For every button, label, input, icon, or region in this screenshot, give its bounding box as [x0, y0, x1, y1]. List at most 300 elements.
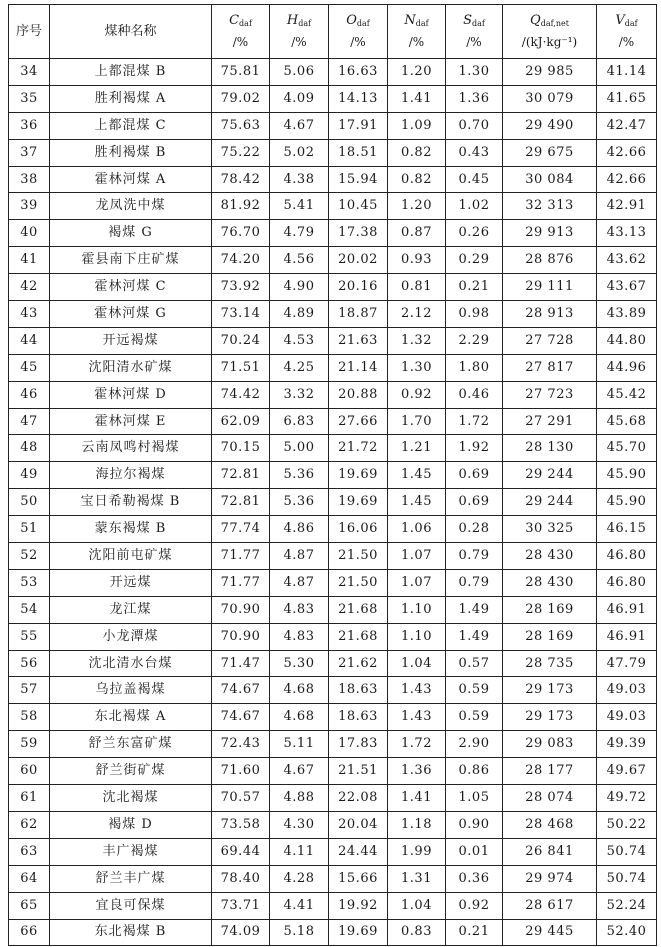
c-daf-cell: 75.63	[212, 112, 270, 139]
o-daf-cell: 21.50	[329, 569, 388, 596]
n-daf-cell: 1.04	[388, 650, 446, 677]
table-row	[9, 381, 657, 408]
o-daf-cell: 19.69	[329, 489, 388, 516]
header-symbol: O	[346, 13, 357, 28]
n-daf-cell: 1.41	[388, 85, 446, 112]
v-daf-cell: 41.14	[597, 59, 657, 86]
h-daf-cell: 4.90	[270, 274, 329, 301]
table-row	[9, 650, 657, 677]
h-daf-cell: 4.67	[270, 758, 329, 785]
c-daf-cell: 70.24	[212, 327, 270, 354]
coal-name-cell: 舒兰街矿煤	[50, 758, 212, 785]
coal-name-cell: 丰广褐煤	[50, 838, 212, 865]
v-daf-cell: 49.03	[597, 677, 657, 704]
n-daf-cell: 0.82	[388, 166, 446, 193]
o-daf-cell: 18.63	[329, 704, 388, 731]
s-daf-cell: 2.90	[446, 731, 503, 758]
coal-name-cell: 开远煤	[50, 569, 212, 596]
n-daf-cell: 0.82	[388, 139, 446, 166]
v-daf-cell: 42.91	[597, 193, 657, 220]
h-daf-cell: 4.89	[270, 301, 329, 328]
s-daf-cell: 0.79	[446, 569, 503, 596]
n-daf-cell: 1.30	[388, 354, 446, 381]
seq-cell: 52	[9, 543, 50, 570]
h-daf-cell: 4.87	[270, 569, 329, 596]
s-daf-cell: 0.26	[446, 220, 503, 247]
q-daf-net-cell: 29 173	[503, 704, 597, 731]
s-daf-cell: 0.69	[446, 462, 503, 489]
s-daf-cell: 0.59	[446, 677, 503, 704]
seq-cell: 59	[9, 731, 50, 758]
v-daf-cell: 46.91	[597, 623, 657, 650]
n-daf-cell: 1.43	[388, 677, 446, 704]
c-daf-cell: 69.44	[212, 838, 270, 865]
table-row	[9, 435, 657, 462]
seq-cell: 47	[9, 408, 50, 435]
n-daf-cell: 1.07	[388, 569, 446, 596]
v-daf-cell: 42.66	[597, 166, 657, 193]
h-daf-cell: 5.30	[270, 650, 329, 677]
c-daf-cell: 70.57	[212, 785, 270, 812]
o-daf-cell: 21.68	[329, 623, 388, 650]
v-daf-cell: 42.66	[597, 139, 657, 166]
q-daf-net-cell: 29 244	[503, 489, 597, 516]
n-daf-cell: 1.70	[388, 408, 446, 435]
s-daf-cell: 0.21	[446, 919, 503, 946]
n-daf-cell: 0.93	[388, 247, 446, 274]
header-subscript: daf,net	[540, 19, 569, 28]
seq-cell: 43	[9, 301, 50, 328]
v-daf-cell: 42.47	[597, 112, 657, 139]
v-daf-cell: 52.24	[597, 892, 657, 919]
c-daf-cell: 72.81	[212, 489, 270, 516]
q-daf-net-cell: 28 177	[503, 758, 597, 785]
header-c-daf	[212, 5, 270, 59]
s-daf-cell: 1.49	[446, 596, 503, 623]
s-daf-cell: 0.46	[446, 381, 503, 408]
table-row	[9, 489, 657, 516]
s-daf-cell: 2.29	[446, 327, 503, 354]
o-daf-cell: 16.06	[329, 516, 388, 543]
seq-cell: 58	[9, 704, 50, 731]
coal-name-cell: 沈阳清水矿煤	[50, 354, 212, 381]
table-row	[9, 247, 657, 274]
o-daf-cell: 16.63	[329, 59, 388, 86]
header-unit: /%	[408, 35, 425, 49]
coal-name-cell: 龙江煤	[50, 596, 212, 623]
v-daf-cell: 43.62	[597, 247, 657, 274]
v-daf-cell: 50.74	[597, 865, 657, 892]
table-row	[9, 677, 657, 704]
header-unit: /%	[466, 35, 482, 49]
seq-cell: 55	[9, 623, 50, 650]
v-daf-cell: 43.89	[597, 301, 657, 328]
seq-cell: 56	[9, 650, 50, 677]
c-daf-cell: 71.60	[212, 758, 270, 785]
seq-cell: 44	[9, 327, 50, 354]
n-daf-cell: 1.06	[388, 516, 446, 543]
q-daf-net-cell: 28 169	[503, 623, 597, 650]
q-daf-net-cell: 28 876	[503, 247, 597, 274]
q-daf-net-cell: 28 430	[503, 569, 597, 596]
table-row	[9, 543, 657, 570]
h-daf-cell: 4.88	[270, 785, 329, 812]
q-daf-net-cell: 30 084	[503, 166, 597, 193]
table-row	[9, 865, 657, 892]
table-row	[9, 731, 657, 758]
seq-cell: 64	[9, 865, 50, 892]
header-unit: /%	[232, 35, 249, 49]
header-subscript: daf	[472, 19, 485, 28]
o-daf-cell: 15.94	[329, 166, 388, 193]
header-subscript: daf	[298, 19, 312, 28]
c-daf-cell: 74.67	[212, 704, 270, 731]
v-daf-cell: 45.42	[597, 381, 657, 408]
n-daf-cell: 1.18	[388, 811, 446, 838]
s-daf-cell: 1.80	[446, 354, 503, 381]
o-daf-cell: 27.66	[329, 408, 388, 435]
q-daf-net-cell: 29 974	[503, 865, 597, 892]
coal-name-cell: 沈北清水台煤	[50, 650, 212, 677]
coal-name-cell: 宝日希勒褐煤 B	[50, 489, 212, 516]
header-symbol: Q	[530, 13, 541, 28]
coal-name-cell: 舒兰丰广煤	[50, 865, 212, 892]
v-daf-cell: 46.91	[597, 596, 657, 623]
q-daf-net-cell: 30 079	[503, 85, 597, 112]
c-daf-cell: 77.74	[212, 516, 270, 543]
seq-cell: 38	[9, 166, 50, 193]
n-daf-cell: 1.20	[388, 59, 446, 86]
n-daf-cell: 1.10	[388, 623, 446, 650]
seq-cell: 65	[9, 892, 50, 919]
s-daf-cell: 1.30	[446, 59, 503, 86]
h-daf-cell: 5.00	[270, 435, 329, 462]
v-daf-cell: 46.15	[597, 516, 657, 543]
n-daf-cell: 1.43	[388, 704, 446, 731]
table-header	[9, 5, 657, 59]
o-daf-cell: 17.38	[329, 220, 388, 247]
coal-name-cell: 海拉尔褐煤	[50, 462, 212, 489]
s-daf-cell: 0.29	[446, 247, 503, 274]
n-daf-cell: 1.36	[388, 758, 446, 785]
q-daf-net-cell: 28 913	[503, 301, 597, 328]
table-row	[9, 274, 657, 301]
seq-cell: 63	[9, 838, 50, 865]
o-daf-cell: 20.04	[329, 811, 388, 838]
v-daf-cell: 49.67	[597, 758, 657, 785]
v-daf-cell: 50.22	[597, 811, 657, 838]
v-daf-cell: 43.67	[597, 274, 657, 301]
n-daf-cell: 0.87	[388, 220, 446, 247]
h-daf-cell: 4.67	[270, 112, 329, 139]
header-subscript: daf	[624, 19, 638, 28]
h-daf-cell: 4.68	[270, 677, 329, 704]
q-daf-net-cell: 27 723	[503, 381, 597, 408]
v-daf-cell: 41.65	[597, 85, 657, 112]
n-daf-cell: 1.07	[388, 543, 446, 570]
n-daf-cell: 0.83	[388, 919, 446, 946]
seq-cell: 34	[9, 59, 50, 86]
o-daf-cell: 19.69	[329, 919, 388, 946]
n-daf-cell: 1.45	[388, 462, 446, 489]
c-daf-cell: 73.14	[212, 301, 270, 328]
table-row	[9, 85, 657, 112]
header-symbol: V	[615, 13, 625, 28]
s-daf-cell: 0.69	[446, 489, 503, 516]
h-daf-cell: 5.18	[270, 919, 329, 946]
q-daf-net-cell: 27 817	[503, 354, 597, 381]
table-row	[9, 758, 657, 785]
seq-cell: 42	[9, 274, 50, 301]
coal-name-cell: 开远褐煤	[50, 327, 212, 354]
o-daf-cell: 22.08	[329, 785, 388, 812]
h-daf-cell: 4.83	[270, 623, 329, 650]
s-daf-cell: 1.92	[446, 435, 503, 462]
h-daf-cell: 4.53	[270, 327, 329, 354]
c-daf-cell: 72.43	[212, 731, 270, 758]
coal-name-cell: 沈北褐煤	[50, 785, 212, 812]
table-row	[9, 327, 657, 354]
c-daf-cell: 75.81	[212, 59, 270, 86]
c-daf-cell: 75.22	[212, 139, 270, 166]
c-daf-cell: 73.58	[212, 811, 270, 838]
c-daf-cell: 71.77	[212, 569, 270, 596]
v-daf-cell: 45.70	[597, 435, 657, 462]
coal-properties-table	[8, 4, 657, 946]
s-daf-cell: 0.45	[446, 166, 503, 193]
h-daf-cell: 5.36	[270, 462, 329, 489]
coal-name-cell: 小龙潭煤	[50, 623, 212, 650]
o-daf-cell: 15.66	[329, 865, 388, 892]
c-daf-cell: 81.92	[212, 193, 270, 220]
coal-name-cell: 褐煤 D	[50, 811, 212, 838]
o-daf-cell: 24.44	[329, 838, 388, 865]
q-daf-net-cell: 27 291	[503, 408, 597, 435]
h-daf-cell: 4.41	[270, 892, 329, 919]
table-row	[9, 785, 657, 812]
s-daf-cell: 1.49	[446, 623, 503, 650]
h-daf-cell: 4.30	[270, 811, 329, 838]
c-daf-cell: 73.92	[212, 274, 270, 301]
o-daf-cell: 19.69	[329, 462, 388, 489]
s-daf-cell: 1.36	[446, 85, 503, 112]
q-daf-net-cell: 30 325	[503, 516, 597, 543]
header-unit: /%	[350, 35, 366, 49]
s-daf-cell: 0.92	[446, 892, 503, 919]
header-coal-name: 煤种名称	[50, 5, 212, 59]
q-daf-net-cell: 29 913	[503, 220, 597, 247]
c-daf-cell: 73.71	[212, 892, 270, 919]
header-symbol: S	[463, 13, 473, 28]
header-subscript: daf	[239, 19, 252, 28]
seq-cell: 49	[9, 462, 50, 489]
o-daf-cell: 17.83	[329, 731, 388, 758]
header-o-daf	[329, 5, 388, 59]
v-daf-cell: 44.80	[597, 327, 657, 354]
q-daf-net-cell: 29 083	[503, 731, 597, 758]
c-daf-cell: 71.47	[212, 650, 270, 677]
v-daf-cell: 50.74	[597, 838, 657, 865]
q-daf-net-cell: 29 173	[503, 677, 597, 704]
s-daf-cell: 1.02	[446, 193, 503, 220]
header-q-daf	[503, 5, 597, 59]
h-daf-cell: 5.41	[270, 193, 329, 220]
c-daf-cell: 70.90	[212, 623, 270, 650]
coal-name-cell: 乌拉盖褐煤	[50, 677, 212, 704]
c-daf-cell: 71.51	[212, 354, 270, 381]
table-row	[9, 112, 657, 139]
table-row	[9, 220, 657, 247]
s-daf-cell: 0.70	[446, 112, 503, 139]
q-daf-net-cell: 29 111	[503, 274, 597, 301]
table-row	[9, 838, 657, 865]
h-daf-cell: 5.36	[270, 489, 329, 516]
h-daf-cell: 4.87	[270, 543, 329, 570]
seq-cell: 53	[9, 569, 50, 596]
v-daf-cell: 52.40	[597, 919, 657, 946]
q-daf-net-cell: 28 468	[503, 811, 597, 838]
v-daf-cell: 45.90	[597, 489, 657, 516]
q-daf-net-cell: 28 130	[503, 435, 597, 462]
h-daf-cell: 4.86	[270, 516, 329, 543]
c-daf-cell: 74.20	[212, 247, 270, 274]
q-daf-net-cell: 27 728	[503, 327, 597, 354]
h-daf-cell: 4.56	[270, 247, 329, 274]
s-daf-cell: 0.28	[446, 516, 503, 543]
n-daf-cell: 1.72	[388, 731, 446, 758]
v-daf-cell: 46.80	[597, 569, 657, 596]
o-daf-cell: 18.63	[329, 677, 388, 704]
seq-cell: 45	[9, 354, 50, 381]
seq-cell: 48	[9, 435, 50, 462]
h-daf-cell: 4.83	[270, 596, 329, 623]
c-daf-cell: 70.90	[212, 596, 270, 623]
v-daf-cell: 44.96	[597, 354, 657, 381]
o-daf-cell: 21.51	[329, 758, 388, 785]
seq-cell: 35	[9, 85, 50, 112]
s-daf-cell: 0.79	[446, 543, 503, 570]
seq-cell: 66	[9, 919, 50, 946]
n-daf-cell: 1.32	[388, 327, 446, 354]
h-daf-cell: 5.06	[270, 59, 329, 86]
coal-name-cell: 霍林河煤 G	[50, 301, 212, 328]
c-daf-cell: 70.15	[212, 435, 270, 462]
c-daf-cell: 78.40	[212, 865, 270, 892]
table-row	[9, 193, 657, 220]
coal-name-cell: 胜利褐煤 B	[50, 139, 212, 166]
header-symbol: N	[404, 13, 416, 28]
s-daf-cell: 0.21	[446, 274, 503, 301]
c-daf-cell: 78.42	[212, 166, 270, 193]
s-daf-cell: 0.43	[446, 139, 503, 166]
q-daf-net-cell: 29 244	[503, 462, 597, 489]
table-row	[9, 596, 657, 623]
v-daf-cell: 46.80	[597, 543, 657, 570]
header-symbol: H	[286, 13, 299, 28]
q-daf-net-cell: 32 313	[503, 193, 597, 220]
h-daf-cell: 4.79	[270, 220, 329, 247]
q-daf-net-cell: 28 169	[503, 596, 597, 623]
seq-cell: 39	[9, 193, 50, 220]
seq-cell: 50	[9, 489, 50, 516]
coal-name-cell: 霍林河煤 D	[50, 381, 212, 408]
s-daf-cell: 1.05	[446, 785, 503, 812]
coal-name-cell: 舒兰东富矿煤	[50, 731, 212, 758]
n-daf-cell: 1.31	[388, 865, 446, 892]
h-daf-cell: 5.11	[270, 731, 329, 758]
coal-name-cell: 褐煤 G	[50, 220, 212, 247]
s-daf-cell: 0.98	[446, 301, 503, 328]
n-daf-cell: 1.99	[388, 838, 446, 865]
coal-name-cell: 上都混煤 B	[50, 59, 212, 86]
header-unit: /%	[291, 35, 307, 49]
c-daf-cell: 74.67	[212, 677, 270, 704]
header-n-daf	[388, 5, 446, 59]
seq-cell: 62	[9, 811, 50, 838]
header-symbol: C	[229, 13, 240, 28]
table-row	[9, 811, 657, 838]
q-daf-net-cell: 28 617	[503, 892, 597, 919]
c-daf-cell: 79.02	[212, 85, 270, 112]
table-row	[9, 408, 657, 435]
table-row	[9, 919, 657, 946]
seq-cell: 54	[9, 596, 50, 623]
coal-name-cell: 云南凤鸣村褐煤	[50, 435, 212, 462]
n-daf-cell: 1.10	[388, 596, 446, 623]
coal-name-cell: 沈阳前屯矿煤	[50, 543, 212, 570]
n-daf-cell: 1.04	[388, 892, 446, 919]
seq-cell: 36	[9, 112, 50, 139]
header-subscript: daf	[415, 19, 429, 28]
table-row	[9, 623, 657, 650]
n-daf-cell: 1.45	[388, 489, 446, 516]
o-daf-cell: 21.72	[329, 435, 388, 462]
v-daf-cell: 49.72	[597, 785, 657, 812]
h-daf-cell: 3.32	[270, 381, 329, 408]
table-row	[9, 569, 657, 596]
o-daf-cell: 20.16	[329, 274, 388, 301]
coal-name-cell: 宜良可保煤	[50, 892, 212, 919]
h-daf-cell: 4.38	[270, 166, 329, 193]
o-daf-cell: 18.87	[329, 301, 388, 328]
c-daf-cell: 71.77	[212, 543, 270, 570]
table-row	[9, 59, 657, 86]
q-daf-net-cell: 29 445	[503, 919, 597, 946]
coal-name-cell: 上都混煤 C	[50, 112, 212, 139]
n-daf-cell: 1.41	[388, 785, 446, 812]
o-daf-cell: 18.51	[329, 139, 388, 166]
q-daf-net-cell: 29 985	[503, 59, 597, 86]
v-daf-cell: 45.90	[597, 462, 657, 489]
q-daf-net-cell: 26 841	[503, 838, 597, 865]
o-daf-cell: 21.63	[329, 327, 388, 354]
h-daf-cell: 6.83	[270, 408, 329, 435]
n-daf-cell: 1.09	[388, 112, 446, 139]
h-daf-cell: 4.28	[270, 865, 329, 892]
coal-name-cell: 龙凤洗中煤	[50, 193, 212, 220]
o-daf-cell: 20.02	[329, 247, 388, 274]
table-row	[9, 166, 657, 193]
s-daf-cell: 0.01	[446, 838, 503, 865]
n-daf-cell: 1.21	[388, 435, 446, 462]
v-daf-cell: 47.79	[597, 650, 657, 677]
h-daf-cell: 4.11	[270, 838, 329, 865]
coal-name-cell: 霍林河煤 A	[50, 166, 212, 193]
table-row	[9, 462, 657, 489]
o-daf-cell: 10.45	[329, 193, 388, 220]
s-daf-cell: 0.90	[446, 811, 503, 838]
seq-cell: 37	[9, 139, 50, 166]
